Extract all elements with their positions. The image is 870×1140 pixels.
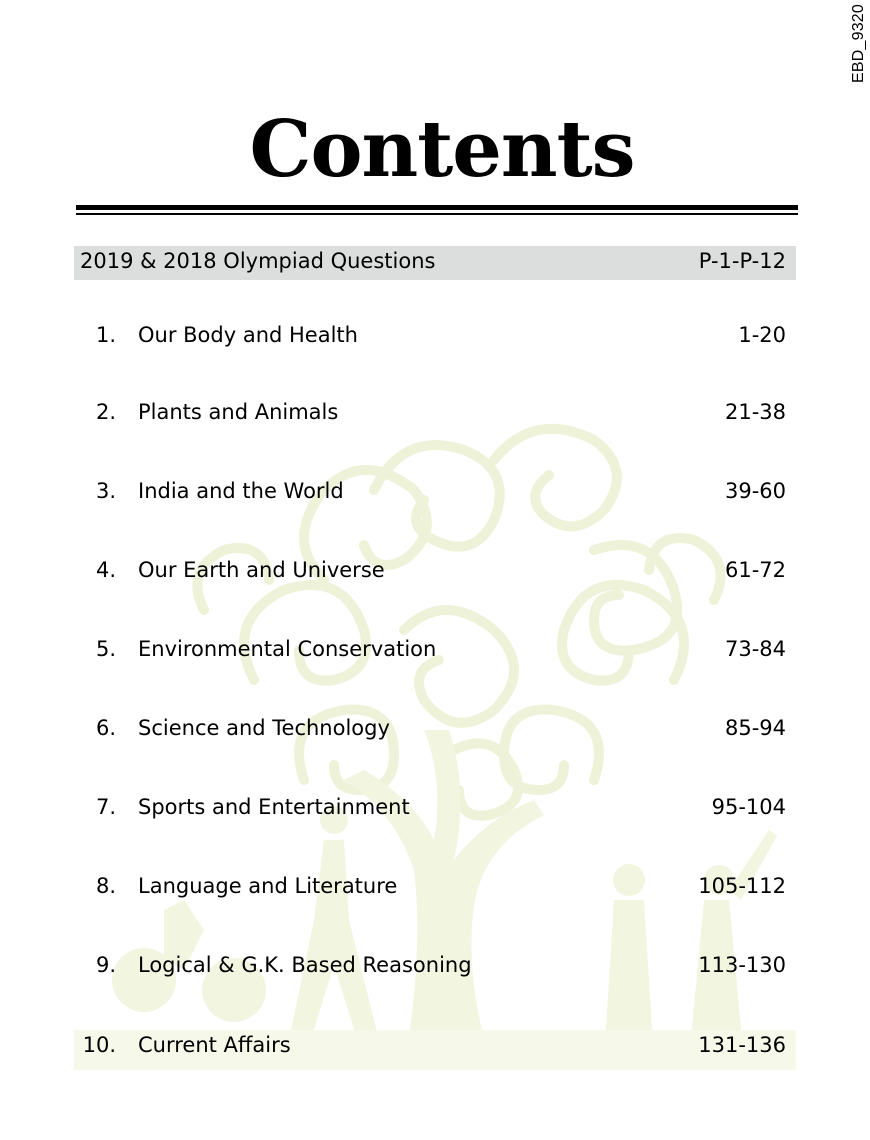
- document-code: EBD_9320: [850, 4, 867, 83]
- chapter-title: Our Body and Health: [138, 323, 358, 347]
- chapter-title: Sports and Entertainment: [138, 795, 410, 819]
- chapter-number: 6.: [95, 716, 116, 740]
- toc-row: [74, 716, 796, 748]
- chapter-number: 10.: [82, 1033, 116, 1057]
- toc-row: [74, 1033, 796, 1065]
- page-title: Contents: [249, 104, 635, 195]
- title-rule-thin: [76, 213, 798, 215]
- chapter-title: Logical & G.K. Based Reasoning: [138, 953, 472, 977]
- chapter-title: Plants and Animals: [138, 400, 339, 424]
- chapter-title: India and the World: [138, 479, 344, 503]
- chapter-number: 5.: [95, 637, 116, 661]
- toc-row: [74, 874, 796, 906]
- toc-row: [74, 400, 796, 432]
- chapter-pages: 39-60: [724, 479, 786, 503]
- chapter-pages: 95-104: [711, 795, 786, 819]
- chapter-pages: 105-112: [698, 874, 786, 898]
- chapter-title: Current Affairs: [138, 1033, 291, 1057]
- olympiad-questions-row: [74, 246, 796, 280]
- chapter-title: Science and Technology: [138, 716, 390, 740]
- toc-row: [74, 479, 796, 511]
- olympiad-questions-title: 2019 & 2018 Olympiad Questions: [80, 249, 436, 273]
- chapter-number: 1.: [95, 323, 116, 347]
- chapter-number: 8.: [95, 874, 116, 898]
- chapter-title: Our Earth and Universe: [138, 558, 385, 582]
- chapter-pages: 61-72: [724, 558, 786, 582]
- toc-row: [74, 323, 796, 355]
- chapter-number: 2.: [95, 400, 116, 424]
- toc-row: [74, 637, 796, 669]
- toc-row: [74, 558, 796, 590]
- chapter-number: 7.: [95, 795, 116, 819]
- chapter-number: 9.: [95, 953, 116, 977]
- chapter-title: Environmental Conservation: [138, 637, 437, 661]
- chapter-number: 4.: [95, 558, 116, 582]
- chapter-pages: 73-84: [724, 637, 786, 661]
- toc-row: [74, 795, 796, 827]
- chapter-pages: 131-136: [698, 1033, 786, 1057]
- title-rule-thick: [76, 205, 798, 210]
- chapter-title: Language and Literature: [138, 874, 398, 898]
- chapter-pages: 1-20: [738, 323, 786, 347]
- toc-row: [74, 953, 796, 985]
- chapter-pages: 113-130: [698, 953, 786, 977]
- chapter-number: 3.: [95, 479, 116, 503]
- chapter-pages: 21-38: [724, 400, 786, 424]
- olympiad-questions-pages: P-1-P-12: [698, 249, 786, 273]
- chapter-pages: 85-94: [724, 716, 786, 740]
